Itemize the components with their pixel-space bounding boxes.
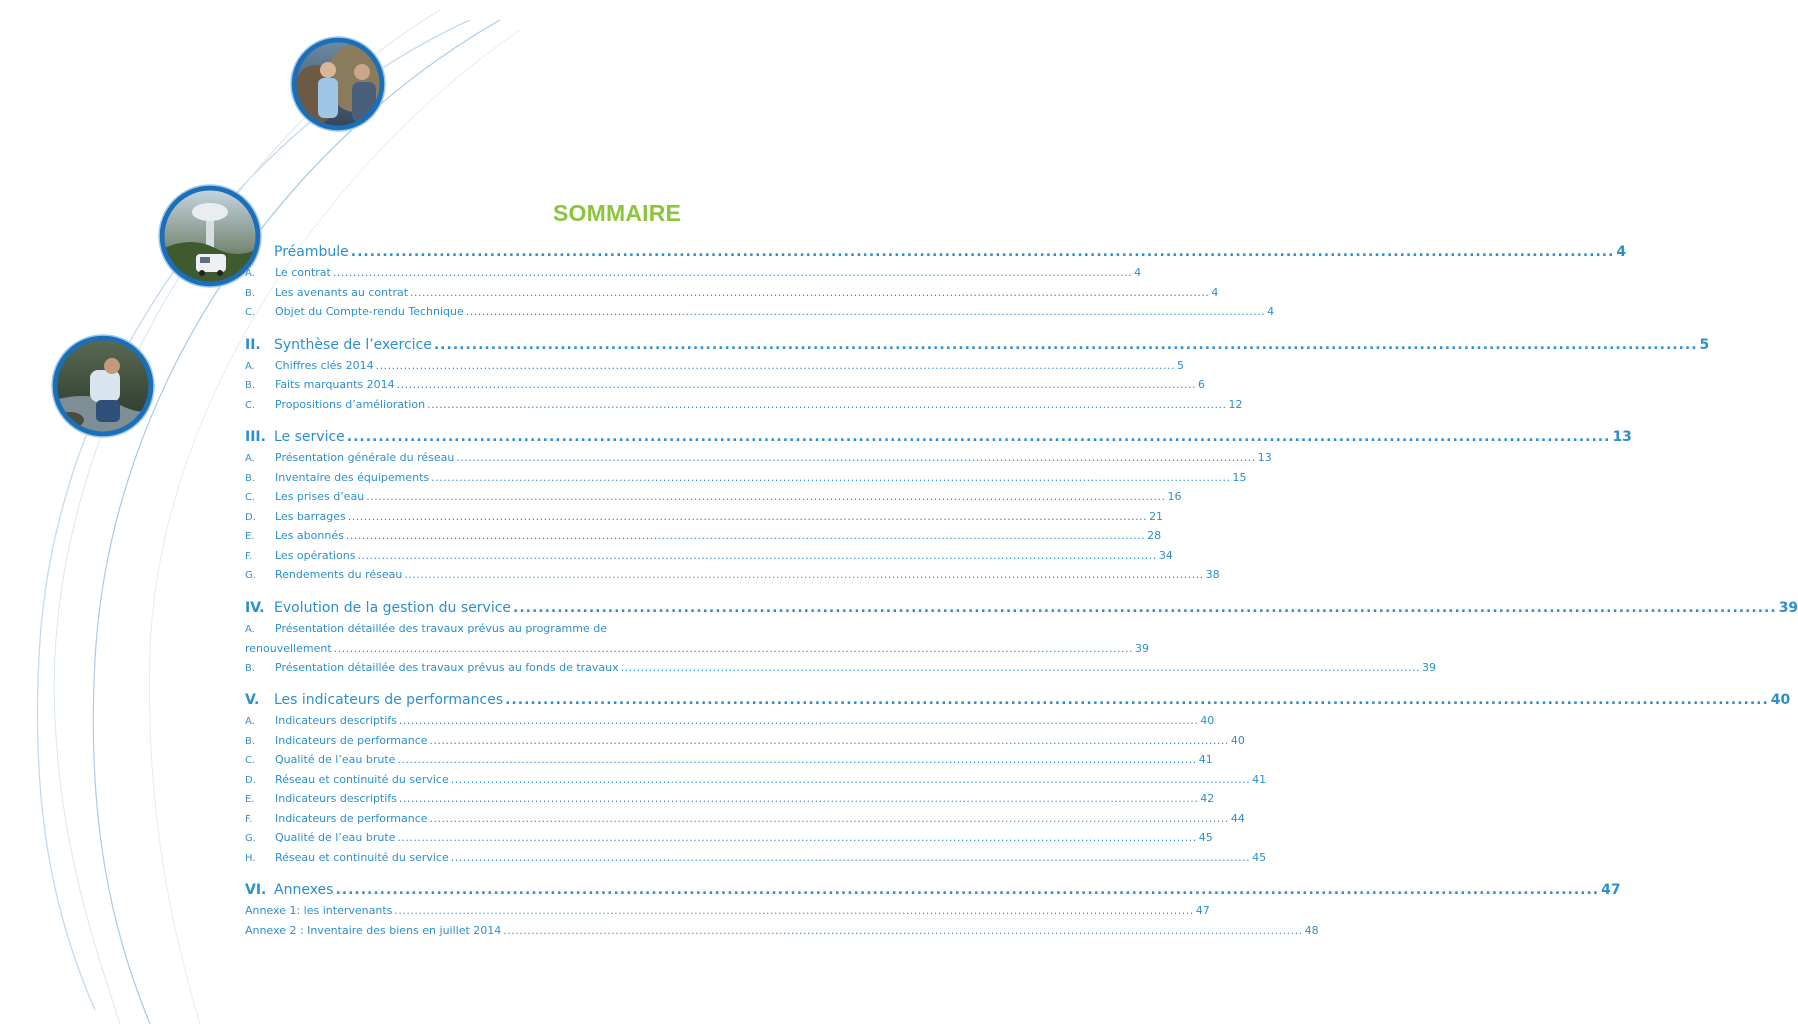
toc-entry[interactable] <box>245 619 1149 658</box>
dot-leader: ........................................................................................................................................................................................................ <box>513 599 1777 616</box>
entry-page-number: 48 <box>1304 923 1319 937</box>
entry-page-number: 45 <box>1252 850 1267 864</box>
entry-letter: B. <box>245 380 256 391</box>
toc-entry[interactable] <box>245 283 1219 303</box>
section-title: Synthèse de l’exercice <box>274 336 432 353</box>
dot-leader: ........................................................................................................................................................................................................ <box>347 509 1148 523</box>
toc-entry[interactable] <box>245 750 1213 770</box>
entry-letter: A. <box>245 453 255 464</box>
entry-letter: A. <box>245 268 255 279</box>
dot-leader: ........................................................................................................................................................................................................ <box>397 831 1197 844</box>
toc-entry[interactable] <box>245 487 1182 507</box>
dot-leader: ........................................................................................................................................................................................................ <box>503 923 1303 937</box>
entry-title: Qualité de l’eau brute <box>275 831 396 844</box>
dot-leader: ........................................................................................................................................................................................................ <box>450 772 1251 786</box>
section-title: Annexes <box>274 882 334 898</box>
entry-title: Chiffres clés 2014 <box>275 358 374 372</box>
entry-title: Annexe 1: les intervenants <box>245 904 393 917</box>
entry-title: Qualité de l’eau brute <box>275 753 396 766</box>
dot-leader: ........................................................................................................................................................................................................ <box>404 568 1204 581</box>
entry-title: Objet du Compte-rendu Technique <box>275 305 464 318</box>
toc-entry[interactable] <box>245 565 1220 585</box>
entry-title: Présentation détaillée des travaux prévus au fonds de travaux <box>275 660 619 674</box>
toc-section <box>245 335 1710 415</box>
dot-leader: ........................................................................................................................................................................................................ <box>429 733 1229 747</box>
dot-leader: ........................................................................................................................................................................................................ <box>456 451 1256 464</box>
dot-leader: ........................................................................................................................................................................................................ <box>429 811 1229 825</box>
entry-letter: D. <box>245 511 256 523</box>
dot-leader: ........................................................................................................................................................................................................ <box>398 714 1199 727</box>
entry-letter: B. <box>245 472 256 484</box>
photo-worker-stream <box>52 335 155 440</box>
entry-letter: D. <box>245 774 256 786</box>
toc-entry[interactable] <box>245 395 1243 415</box>
entry-letter: C. <box>245 755 256 766</box>
entry-title-continued: renouvellement <box>245 641 332 655</box>
page-title: SOMMAIRE <box>553 200 682 226</box>
entry-page-number: 39 <box>1421 660 1436 674</box>
toc-section-heading[interactable] <box>245 880 1621 901</box>
dot-leader: ........................................................................................................................................................................................................ <box>345 529 1146 542</box>
toc-entry[interactable] <box>245 770 1267 790</box>
toc-entry[interactable] <box>245 848 1267 868</box>
entry-page-number: 34 <box>1158 548 1173 562</box>
toc-entry[interactable] <box>245 921 1319 941</box>
entry-page-number: 4 <box>1134 266 1142 279</box>
entry-title: Présentation générale du réseau <box>275 451 455 464</box>
entry-title: Indicateurs de performance <box>275 733 428 747</box>
toc-entry[interactable] <box>245 731 1245 751</box>
toc-entry[interactable] <box>245 658 1436 678</box>
section-page-number: 5 <box>1699 336 1710 353</box>
entry-page-number: 21 <box>1149 509 1164 523</box>
entry-title: Le contrat <box>275 266 331 279</box>
section-title: Préambule <box>274 244 349 260</box>
entry-page-number: 41 <box>1252 772 1267 786</box>
toc-section-heading[interactable] <box>245 598 1798 619</box>
entry-page-number: 45 <box>1198 831 1213 844</box>
toc-entry[interactable] <box>245 809 1245 829</box>
entry-title: Propositions d’amélioration <box>275 397 426 411</box>
entry-letter: E. <box>245 531 255 542</box>
toc-section-heading[interactable] <box>245 427 1632 448</box>
section-page-number: 4 <box>1616 244 1627 260</box>
section-page-number: 39 <box>1778 599 1798 616</box>
entry-page-number: 40 <box>1230 733 1245 747</box>
toc-section-heading[interactable] <box>245 335 1710 356</box>
entry-title: Les opérations <box>275 548 356 562</box>
entry-letter: A. <box>245 360 255 372</box>
dot-leader: ........................................................................................................................................................................................................ <box>620 660 1420 674</box>
dot-leader: ........................................................................................................................................................................................................ <box>450 850 1251 864</box>
dot-leader: ........................................................................................................................................................................................................ <box>366 490 1166 503</box>
section-page-number: 47 <box>1601 882 1621 898</box>
toc-entry[interactable] <box>245 302 1275 322</box>
entry-page-number: 41 <box>1198 753 1213 766</box>
toc-entry[interactable] <box>245 356 1184 376</box>
dot-leader: ........................................................................................................................................................................................................ <box>505 692 1769 708</box>
entry-title: Les prises d’eau <box>275 490 365 503</box>
entry-page-number: 12 <box>1228 397 1243 411</box>
dot-leader: ........................................................................................................................................................................................................ <box>375 358 1175 372</box>
entry-page-number: 16 <box>1167 490 1182 503</box>
dot-leader: ........................................................................................................................................................................................................ <box>335 882 1600 898</box>
toc-entry[interactable] <box>245 468 1247 488</box>
toc-section-heading[interactable] <box>245 242 1627 263</box>
toc-entry[interactable] <box>245 448 1272 468</box>
toc-entry[interactable] <box>245 546 1173 566</box>
entry-title: Faits marquants 2014 <box>275 378 395 391</box>
entry-page-number: 39 <box>1134 641 1149 655</box>
dot-leader: ........................................................................................................................................................................................................ <box>398 792 1199 805</box>
toc-section <box>245 880 1621 940</box>
dot-leader: ........................................................................................................................................................................................................ <box>465 305 1266 318</box>
entry-letter: H. <box>245 852 256 864</box>
section-number: II. <box>245 336 261 353</box>
section-number: IV. <box>245 599 265 616</box>
toc-section <box>245 427 1632 585</box>
entry-letter: B. <box>245 662 256 674</box>
dot-leader: ........................................................................................................................................................................................................ <box>394 904 1194 917</box>
dot-leader: ........................................................................................................................................................................................................ <box>433 336 1698 353</box>
entry-title: Indicateurs de performance <box>275 811 428 825</box>
entry-page-number: 28 <box>1147 529 1162 542</box>
section-title: Evolution de la gestion du service <box>274 599 512 616</box>
entry-letter: G. <box>245 833 256 844</box>
entry-title: Indicateurs descriptifs <box>275 714 397 727</box>
entry-title: Présentation détaillée des travaux prévus au programme de <box>275 621 607 635</box>
entry-letter: C. <box>245 492 256 503</box>
entry-letter: E. <box>245 794 255 805</box>
entry-page-number: 42 <box>1200 792 1215 805</box>
dot-leader: ........................................................................................................................................................................................................ <box>332 266 1133 279</box>
entry-title: Rendements du réseau <box>275 568 403 581</box>
section-number: VI. <box>245 882 267 898</box>
table-of-contents <box>245 242 1798 953</box>
dot-leader: ........................................................................................................................................................................................................ <box>357 548 1157 562</box>
dot-leader: ........................................................................................................................................................................................................ <box>396 378 1196 391</box>
entry-title: Les barrages <box>275 509 346 523</box>
toc-section <box>245 690 1791 867</box>
dot-leader: ........................................................................................................................................................................................................ <box>431 470 1231 484</box>
dot-leader: ........................................................................................................................................................................................................ <box>410 285 1210 299</box>
entry-title: Réseau et continuité du service <box>275 772 449 786</box>
entry-page-number: 40 <box>1200 714 1215 727</box>
toc-entry[interactable] <box>245 263 1142 283</box>
entry-letter: C. <box>245 307 256 318</box>
toc-entry[interactable] <box>245 901 1210 921</box>
entry-page-number: 4 <box>1211 285 1219 299</box>
entry-title: Réseau et continuité du service <box>275 850 449 864</box>
entry-title: Les avenants au contrat <box>275 285 409 299</box>
entry-letter: B. <box>245 735 256 747</box>
entry-page-number: 15 <box>1232 470 1247 484</box>
entry-letter: A. <box>245 623 255 635</box>
entry-page-number: 5 <box>1176 358 1184 372</box>
entry-title: Annexe 2 : Inventaire des biens en juillet 2014 <box>245 923 502 937</box>
dot-leader: ........................................................................................................................................................................................................ <box>427 397 1227 411</box>
entry-page-number: 38 <box>1205 568 1220 581</box>
entry-page-number: 44 <box>1230 811 1245 825</box>
entry-letter: B. <box>245 287 256 299</box>
dot-leader: ........................................................................................................................................................................................................ <box>346 429 1611 445</box>
entry-page-number: 6 <box>1197 378 1205 391</box>
dot-leader: ........................................................................................................................................................................................................ <box>350 244 1615 260</box>
toc-entry[interactable] <box>245 789 1215 809</box>
section-page-number: 40 <box>1770 692 1791 708</box>
dot-leader: ........................................................................................................................................................................................................ <box>397 753 1197 766</box>
section-title: Les indicateurs de performances <box>274 692 504 708</box>
toc-entry[interactable] <box>245 711 1215 731</box>
entry-letter: F. <box>245 550 253 562</box>
entry-letter: A. <box>245 716 255 727</box>
toc-section <box>245 598 1798 678</box>
section-number: III. <box>245 429 266 445</box>
entry-page-number: 47 <box>1195 904 1210 917</box>
toc-section-heading[interactable] <box>245 690 1791 711</box>
entry-letter: F. <box>245 813 253 825</box>
entry-page-number: 13 <box>1257 451 1272 464</box>
section-page-number: 13 <box>1612 429 1632 445</box>
entry-letter: G. <box>245 570 256 581</box>
section-title: Le service <box>274 429 345 445</box>
toc-section <box>245 242 1627 322</box>
section-number: V. <box>245 692 260 708</box>
toc-entry[interactable] <box>245 375 1205 395</box>
entry-title: Inventaire des équipements <box>275 470 430 484</box>
toc-entry[interactable] <box>245 828 1213 848</box>
dot-leader: ........................................................................................................................................................................................................ <box>333 641 1133 655</box>
entry-title: Indicateurs descriptifs <box>275 792 397 805</box>
photo-two-people-rocks <box>290 36 390 136</box>
entry-page-number: 4 <box>1267 305 1275 318</box>
toc-entry[interactable] <box>245 507 1164 527</box>
toc-entry[interactable] <box>245 526 1162 546</box>
entry-title: Les abonnés <box>275 529 344 542</box>
entry-letter: C. <box>245 399 256 411</box>
